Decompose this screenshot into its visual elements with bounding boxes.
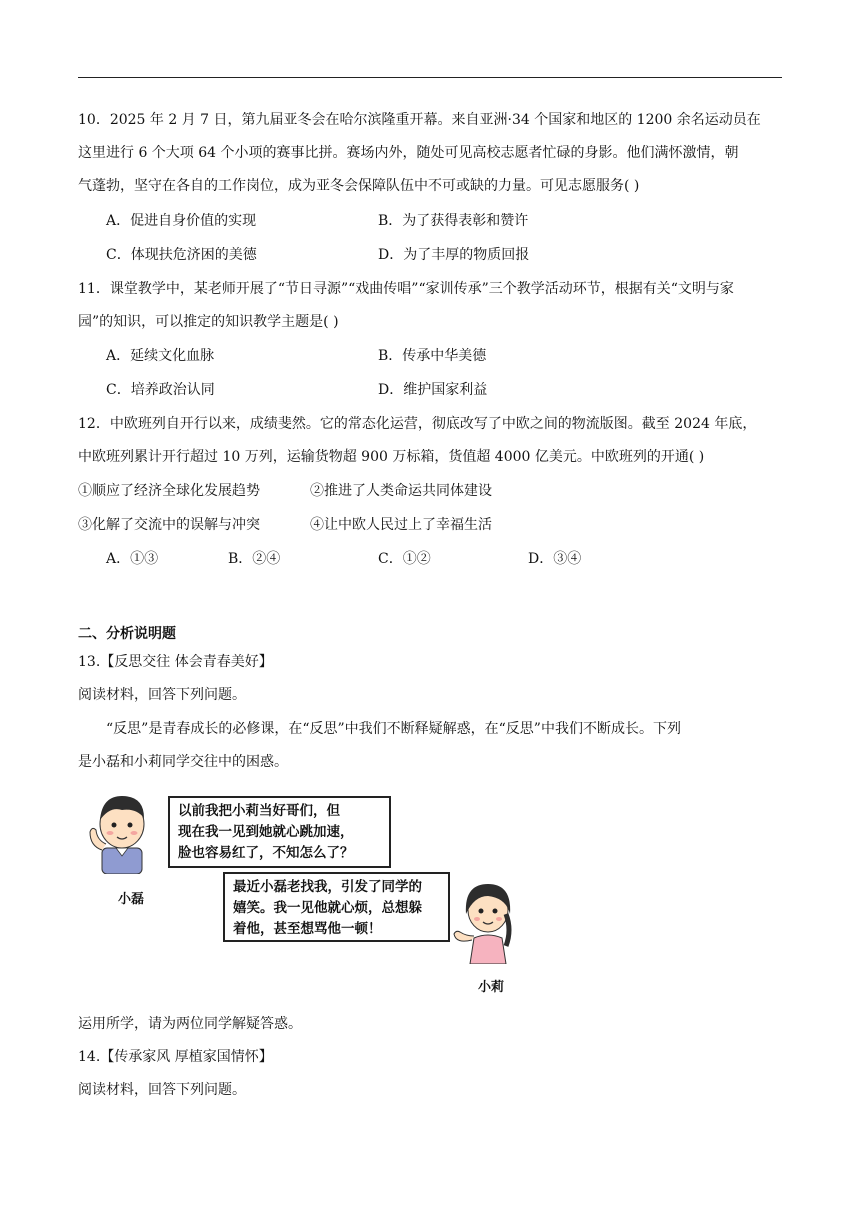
q10-stem-line3: 气蓬勃，坚守在各自的工作岗位，成为亚冬会保障队伍中不可或缺的力量。可见志愿服务( ): [78, 178, 640, 194]
q10-option-c: C．体现扶危济困的美德: [106, 247, 257, 263]
girl-speech-bubble: [223, 872, 450, 942]
q10-stem-line1: 10．2025 年 2 月 7 日，第九届亚冬会在哈尔滨隆重开幕。来自亚洲·34 个国家和地区的 1200 余名运动员在: [78, 112, 761, 128]
q14-heading: 14.【传承家风 厚植家国情怀】: [78, 1049, 273, 1065]
q11-option-d: D．维护国家利益: [378, 382, 488, 398]
q12-statement-3: ③化解了交流中的误解与冲突: [78, 517, 260, 533]
q11-stem-line2: 园”的知识，可以推定的知识教学主题是( ): [78, 314, 339, 330]
boy-speech-line: 现在我一见到她就心跳加速，: [178, 824, 354, 840]
girl-speech-line: 最近小磊老找我，引发了同学的: [233, 879, 422, 895]
q12-stem-line2: 中欧班列累计开行超过 10 万列，运输货物超 900 万标箱，货值超 4000 亿美元。中欧班列的开通( ): [78, 449, 705, 465]
q14-instruction: 阅读材料，回答下列问题。: [78, 1082, 246, 1098]
q11-option-c: C．培养政治认同: [106, 382, 215, 398]
boy-speech-bubble: [168, 796, 391, 868]
q12-statement-1: ①顺应了经济全球化发展趋势: [78, 483, 260, 499]
boy-speech-line: 脸也容易红了，不知怎么了？: [178, 845, 354, 861]
q13-heading: 13.【反思交往 体会青春美好】: [78, 654, 273, 670]
boy-name-label: 小磊: [118, 892, 145, 907]
q13-material-line1: “反思”是青春成长的必修课，在“反思”中我们不断释疑解惑，在“反思”中我们不断成长。下列: [106, 721, 681, 737]
girl-illustration: [448, 874, 528, 964]
q13-instruction: 阅读材料，回答下列问题。: [78, 687, 246, 703]
section-title: 二、分析说明题: [78, 626, 176, 642]
q12-statement-2: ②推进了人类命运共同体建设: [310, 483, 492, 499]
header-rule: [78, 77, 782, 78]
q13-material-line2: 是小磊和小莉同学交往中的困惑。: [78, 754, 288, 770]
q10-stem-line2: 这里进行 6 个大项 64 个小项的赛事比拼。赛场内外，随处可见高校志愿者忙碌的身影。他们满怀激情，朝: [78, 145, 739, 161]
q12-stem-line1: 12．中欧班列自开行以来，成绩斐然。它的常态化运营，彻底改写了中欧之间的物流版图。截至 2024 年底，: [78, 416, 757, 432]
q11-option-b: B．传承中华美德: [378, 348, 487, 364]
q12-option-c: C．①②: [378, 551, 431, 567]
comic-illustration: [78, 788, 538, 1000]
q11-option-a: A．延续文化血脉: [106, 348, 215, 364]
q10-option-d: D．为了丰厚的物质回报: [378, 247, 530, 263]
q12-option-a: A．①③: [106, 551, 159, 567]
girl-name-label: 小莉: [478, 980, 505, 995]
q10-option-b: B．为了获得表彰和赞许: [378, 213, 529, 229]
q12-option-d: D．③④: [528, 551, 582, 567]
q10-option-a: A．促进自身价值的实现: [106, 213, 257, 229]
girl-speech-line: 着他，甚至想骂他一顿！: [233, 921, 382, 937]
q12-statement-4: ④让中欧人民过上了幸福生活: [310, 517, 492, 533]
q13-question: 运用所学，请为两位同学解疑答惑。: [78, 1016, 302, 1032]
boy-illustration: [80, 788, 158, 874]
boy-speech-line: 以前我把小莉当好哥们，但: [178, 803, 340, 819]
q12-option-b: B．②④: [228, 551, 281, 567]
girl-speech-line: 嬉笑。我一见他就心烦，总想躲: [233, 900, 422, 916]
q11-stem-line1: 11．课堂教学中，某老师开展了“节日寻源”“戏曲传唱”“家训传承”三个教学活动环节，根据有关“文明与家: [78, 281, 734, 297]
